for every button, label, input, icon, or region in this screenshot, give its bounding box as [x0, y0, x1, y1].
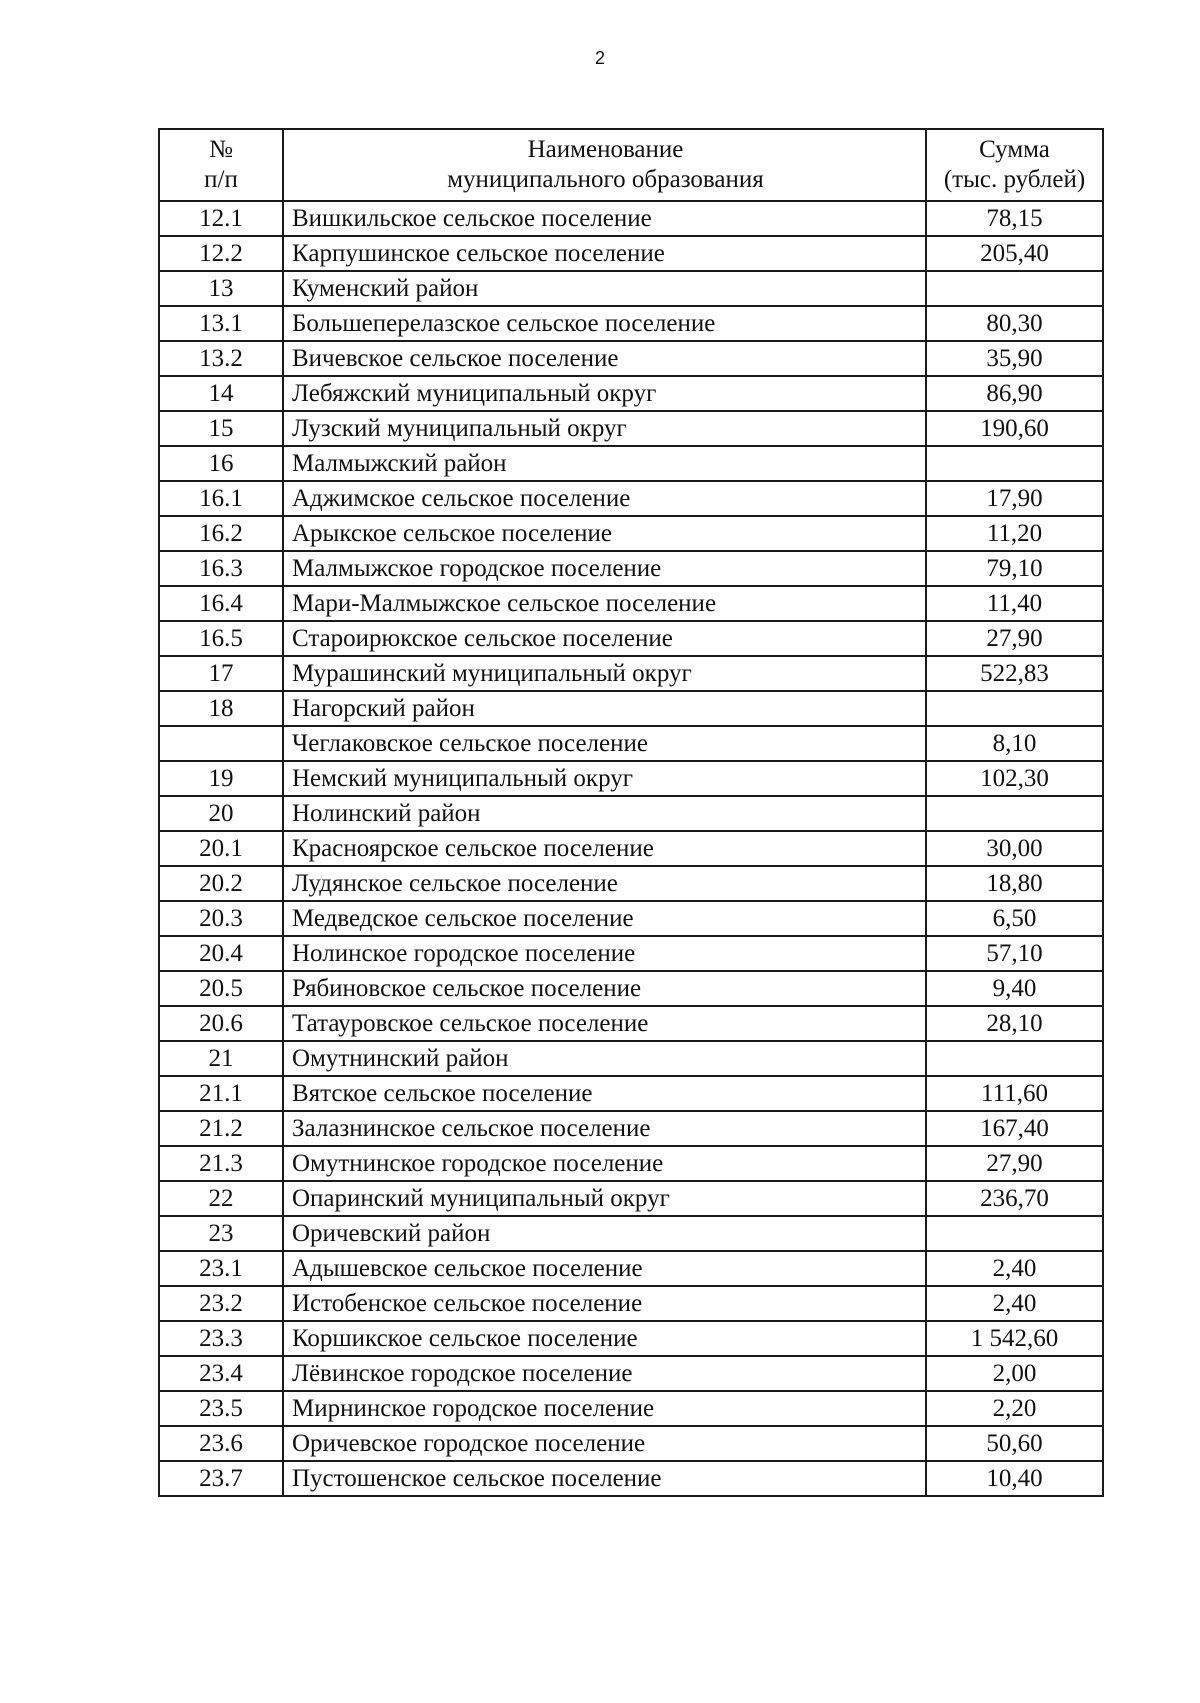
row-name-cell: Арыкское сельское поселение — [283, 516, 926, 551]
row-name-cell: Чеглаковское сельское поселение — [283, 726, 926, 761]
row-name-cell: Мари-Малмыжское сельское поселение — [283, 586, 926, 621]
row-sum-cell: 30,00 — [926, 831, 1103, 866]
row-number-cell: 23.6 — [159, 1426, 283, 1461]
row-name-cell: Немский муниципальный округ — [283, 761, 926, 796]
row-sum-cell: 35,90 — [926, 341, 1103, 376]
row-number-cell: 20.1 — [159, 831, 283, 866]
table-row — [159, 516, 1103, 551]
row-name-cell: Красноярское сельское поселение — [283, 831, 926, 866]
row-number-cell: 23.2 — [159, 1286, 283, 1321]
row-sum-cell: 111,60 — [926, 1076, 1103, 1111]
table-row — [159, 551, 1103, 586]
table-row — [159, 376, 1103, 411]
row-sum-cell: 190,60 — [926, 411, 1103, 446]
table-row — [159, 1076, 1103, 1111]
row-name-cell: Омутнинский район — [283, 1041, 926, 1076]
row-sum-cell — [926, 691, 1103, 726]
row-sum-cell: 2,20 — [926, 1391, 1103, 1426]
row-number-cell: 23 — [159, 1216, 283, 1251]
row-number-cell: 16.3 — [159, 551, 283, 586]
table-row — [159, 586, 1103, 621]
header-sum-line-2: (тыс. рублей) — [943, 166, 1086, 193]
row-number-cell: 20 — [159, 796, 283, 831]
row-name-cell: Лебяжский муниципальный округ — [283, 376, 926, 411]
row-name-cell: Лудянское сельское поселение — [283, 866, 926, 901]
row-sum-cell: 205,40 — [926, 236, 1103, 271]
row-name-cell: Опаринский муниципальный округ — [283, 1181, 926, 1216]
row-name-cell: Куменский район — [283, 271, 926, 306]
table-row — [159, 1321, 1103, 1356]
row-name-cell: Мурашинский муниципальный округ — [283, 656, 926, 691]
row-name-cell: Староирюкское сельское поселение — [283, 621, 926, 656]
table-row — [159, 1111, 1103, 1146]
row-sum-cell: 27,90 — [926, 1146, 1103, 1181]
row-name-cell: Коршикское сельское поселение — [283, 1321, 926, 1356]
row-name-cell: Пустошенское сельское поселение — [283, 1461, 926, 1496]
row-number-cell: 18 — [159, 691, 283, 726]
row-name-cell: Оричевское городское поселение — [283, 1426, 926, 1461]
row-sum-cell: 1 542,60 — [926, 1321, 1103, 1356]
row-number-cell: 16.5 — [159, 621, 283, 656]
row-sum-cell: 57,10 — [926, 936, 1103, 971]
row-number-cell: 23.5 — [159, 1391, 283, 1426]
row-sum-cell: 78,15 — [926, 201, 1103, 236]
row-sum-cell: 79,10 — [926, 551, 1103, 586]
row-sum-cell: 2,40 — [926, 1251, 1103, 1286]
row-number-cell: 23.7 — [159, 1461, 283, 1496]
row-sum-cell: 9,40 — [926, 971, 1103, 1006]
row-name-cell: Рябиновское сельское поселение — [283, 971, 926, 1006]
row-number-cell: 13 — [159, 271, 283, 306]
row-number-cell: 20.3 — [159, 901, 283, 936]
header-sum — [926, 129, 1103, 201]
row-sum-cell: 28,10 — [926, 1006, 1103, 1041]
header-number-line-1: № — [209, 136, 233, 163]
allocation-table — [158, 128, 1104, 1497]
table-row — [159, 726, 1103, 761]
row-number-cell: 13.2 — [159, 341, 283, 376]
row-name-cell: Медведское сельское поселение — [283, 901, 926, 936]
table-row — [159, 236, 1103, 271]
row-number-cell: 19 — [159, 761, 283, 796]
row-sum-cell: 10,40 — [926, 1461, 1103, 1496]
row-sum-cell: 8,10 — [926, 726, 1103, 761]
table-row — [159, 1041, 1103, 1076]
row-sum-cell — [926, 1041, 1103, 1076]
table-row — [159, 481, 1103, 516]
row-sum-cell: 102,30 — [926, 761, 1103, 796]
row-name-cell: Малмыжский район — [283, 446, 926, 481]
table-row — [159, 1356, 1103, 1391]
row-name-cell: Вичевское сельское поселение — [283, 341, 926, 376]
row-sum-cell: 50,60 — [926, 1426, 1103, 1461]
row-name-cell: Большеперелазское сельское поселение — [283, 306, 926, 341]
row-sum-cell: 236,70 — [926, 1181, 1103, 1216]
table-row — [159, 1391, 1103, 1426]
row-sum-cell — [926, 446, 1103, 481]
row-name-cell: Аджимское сельское поселение — [283, 481, 926, 516]
row-sum-cell: 17,90 — [926, 481, 1103, 516]
row-number-cell: 23.1 — [159, 1251, 283, 1286]
row-name-cell: Лёвинское городское поселение — [283, 1356, 926, 1391]
row-sum-cell: 11,20 — [926, 516, 1103, 551]
table-row — [159, 936, 1103, 971]
row-sum-cell — [926, 271, 1103, 306]
table-row — [159, 621, 1103, 656]
row-number-cell: 21.1 — [159, 1076, 283, 1111]
row-sum-cell: 86,90 — [926, 376, 1103, 411]
row-number-cell — [159, 726, 283, 761]
table-row — [159, 411, 1103, 446]
header-name — [283, 129, 926, 201]
table-body — [159, 201, 1103, 1496]
row-number-cell: 16 — [159, 446, 283, 481]
table-row — [159, 866, 1103, 901]
table-row — [159, 831, 1103, 866]
table-row — [159, 761, 1103, 796]
row-name-cell: Адышевское сельское поселение — [283, 1251, 926, 1286]
row-name-cell: Татауровское сельское поселение — [283, 1006, 926, 1041]
row-number-cell: 12.2 — [159, 236, 283, 271]
row-sum-cell: 167,40 — [926, 1111, 1103, 1146]
table-row — [159, 201, 1103, 236]
row-number-cell: 20.6 — [159, 1006, 283, 1041]
table-row — [159, 1006, 1103, 1041]
row-sum-cell: 18,80 — [926, 866, 1103, 901]
table-row — [159, 1251, 1103, 1286]
table-row — [159, 271, 1103, 306]
row-name-cell: Залазнинское сельское поселение — [283, 1111, 926, 1146]
row-number-cell: 16.1 — [159, 481, 283, 516]
row-name-cell: Нолинское городское поселение — [283, 936, 926, 971]
row-name-cell: Вишкильское сельское поселение — [283, 201, 926, 236]
row-sum-cell: 6,50 — [926, 901, 1103, 936]
row-number-cell: 23.3 — [159, 1321, 283, 1356]
table-row — [159, 901, 1103, 936]
row-number-cell: 20.2 — [159, 866, 283, 901]
table-row — [159, 1146, 1103, 1181]
row-number-cell: 22 — [159, 1181, 283, 1216]
table-row — [159, 1426, 1103, 1461]
row-number-cell: 21 — [159, 1041, 283, 1076]
row-sum-cell: 2,00 — [926, 1356, 1103, 1391]
row-number-cell: 17 — [159, 656, 283, 691]
row-name-cell: Истобенское сельское поселение — [283, 1286, 926, 1321]
row-name-cell: Нагорский район — [283, 691, 926, 726]
page-number: 2 — [594, 48, 605, 68]
table-row — [159, 341, 1103, 376]
row-sum-cell: 2,40 — [926, 1286, 1103, 1321]
row-number-cell: 13.1 — [159, 306, 283, 341]
row-number-cell: 12.1 — [159, 201, 283, 236]
table-row — [159, 1286, 1103, 1321]
row-number-cell: 23.4 — [159, 1356, 283, 1391]
row-sum-cell — [926, 796, 1103, 831]
row-sum-cell: 522,83 — [926, 656, 1103, 691]
row-number-cell: 16.2 — [159, 516, 283, 551]
header-number — [159, 129, 283, 201]
row-sum-cell: 27,90 — [926, 621, 1103, 656]
row-name-cell: Мирнинское городское поселение — [283, 1391, 926, 1426]
row-sum-cell: 11,40 — [926, 586, 1103, 621]
table-header-row — [159, 129, 1103, 201]
header-sum-line-1: Сумма — [979, 136, 1050, 163]
header-number-line-2: п/п — [204, 166, 238, 193]
row-number-cell: 21.2 — [159, 1111, 283, 1146]
row-number-cell: 16.4 — [159, 586, 283, 621]
row-name-cell: Вятское сельское поселение — [283, 1076, 926, 1111]
row-number-cell: 20.5 — [159, 971, 283, 1006]
table-row — [159, 1461, 1103, 1496]
row-sum-cell — [926, 1216, 1103, 1251]
table-row — [159, 1181, 1103, 1216]
table-row — [159, 1216, 1103, 1251]
table-row — [159, 691, 1103, 726]
row-name-cell: Оричевский район — [283, 1216, 926, 1251]
header-name-line-2: муниципального образования — [447, 166, 764, 193]
row-number-cell: 14 — [159, 376, 283, 411]
table-row — [159, 971, 1103, 1006]
table-row — [159, 306, 1103, 341]
row-number-cell: 20.4 — [159, 936, 283, 971]
row-name-cell: Омутнинское городское поселение — [283, 1146, 926, 1181]
table-row — [159, 446, 1103, 481]
row-name-cell: Карпушинское сельское поселение — [283, 236, 926, 271]
table-row — [159, 656, 1103, 691]
row-name-cell: Нолинский район — [283, 796, 926, 831]
row-number-cell: 21.3 — [159, 1146, 283, 1181]
row-number-cell: 15 — [159, 411, 283, 446]
table-row — [159, 796, 1103, 831]
row-name-cell: Лузский муниципальный округ — [283, 411, 926, 446]
header-name-line-1: Наименование — [527, 136, 684, 163]
row-name-cell: Малмыжское городское поселение — [283, 551, 926, 586]
row-sum-cell: 80,30 — [926, 306, 1103, 341]
